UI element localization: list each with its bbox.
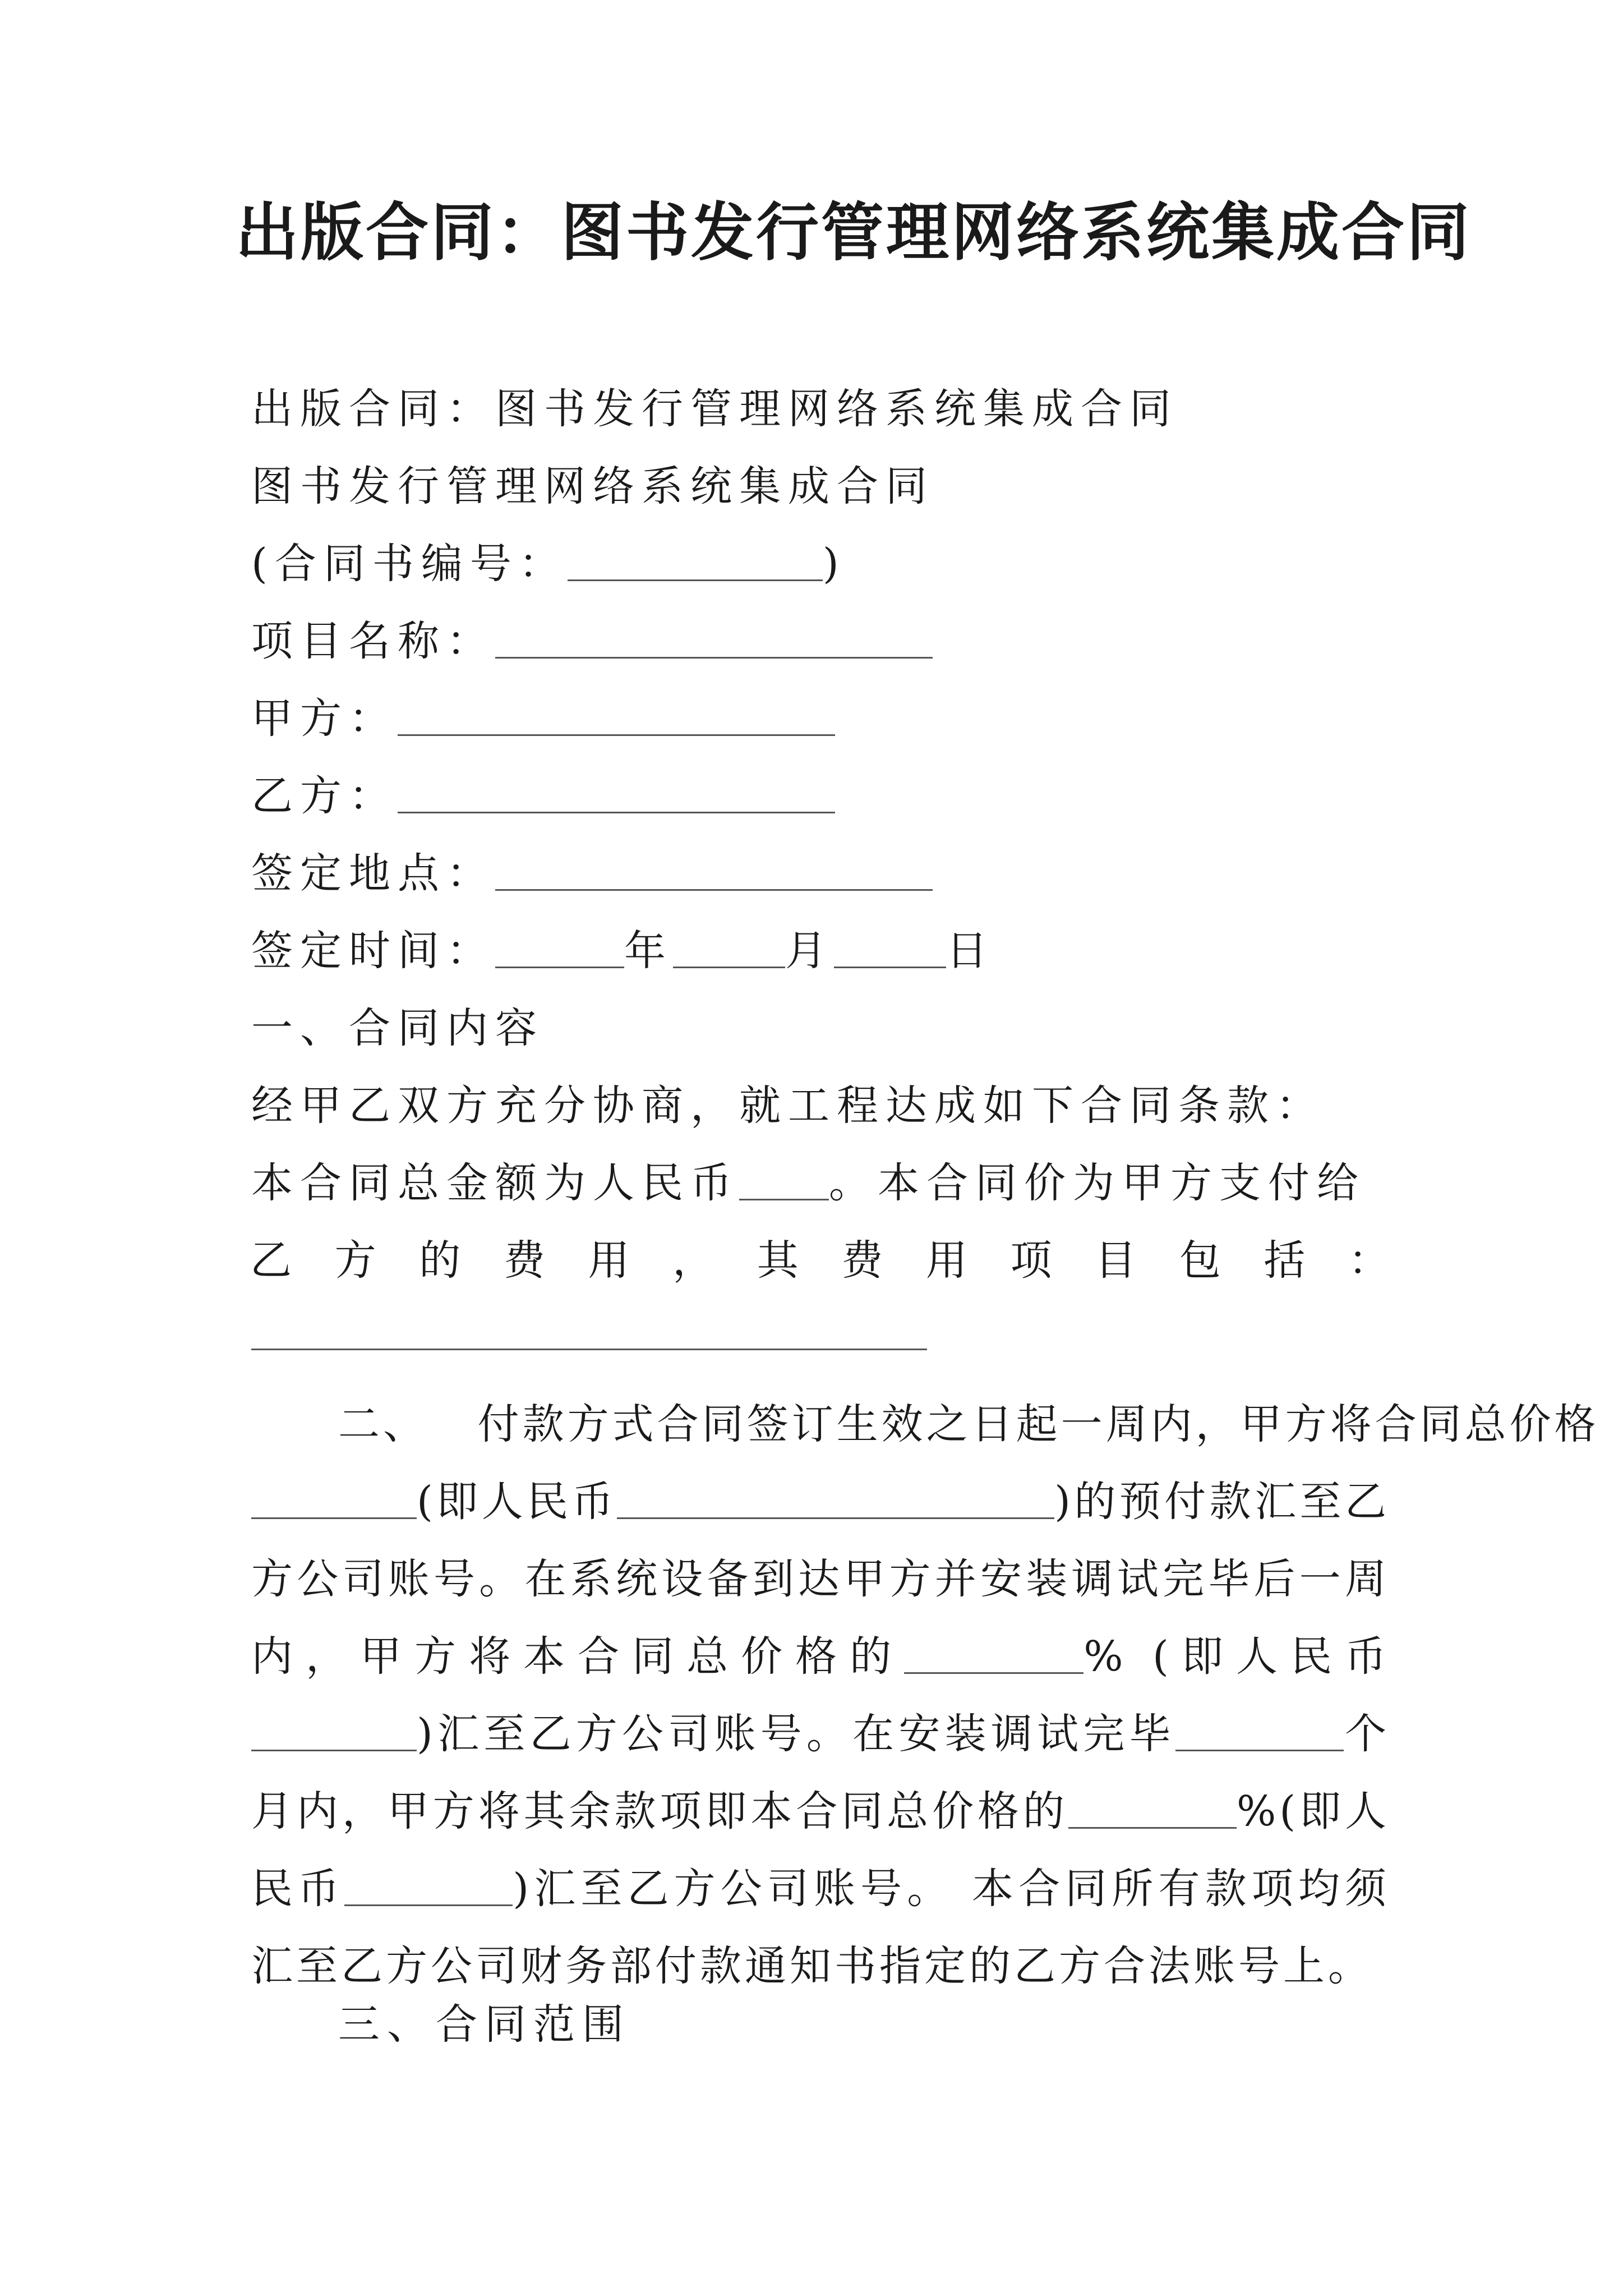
fee-items-block xyxy=(251,1222,1390,1377)
fee-items-blank-row xyxy=(251,1299,1390,1377)
party-a-label: 甲方： xyxy=(251,694,398,743)
signing-place-line xyxy=(251,835,1390,912)
signing-date-label: 签定时间： xyxy=(251,927,495,975)
percent-blank-2 xyxy=(1068,1788,1237,1829)
payment-terms-text-g: %(即人民币 xyxy=(251,1787,1390,1913)
month-blank xyxy=(673,927,785,968)
document-title: 出版合同：图书发行管理网络系统集成合同 xyxy=(236,196,1472,269)
project-name-line xyxy=(251,602,1390,680)
payment-terms-text-d: % (即人民币 xyxy=(1083,1632,1390,1681)
day-label: 日 xyxy=(946,927,995,975)
document-body xyxy=(251,370,1390,1222)
month-label: 月 xyxy=(785,927,834,975)
rmb-amount-blank-3 xyxy=(344,1865,513,1906)
total-price-blank xyxy=(251,1478,417,1519)
payment-terms-text-c: )的预付款汇至乙方公司账号。在系统设备到达甲方并安装调试完毕后一周内，甲方将本合同总价格的 xyxy=(251,1478,1390,1681)
total-amount-text-a: 本合同总金额为人民币 xyxy=(251,1159,739,1207)
party-a-blank xyxy=(398,695,835,736)
payment-terms-text-f: 个月内，甲方将其余款项即本合同总价格的 xyxy=(251,1710,1390,1835)
contract-number-blank xyxy=(568,540,823,581)
project-name-label: 项目名称： xyxy=(251,617,495,665)
total-amount-line xyxy=(251,1144,1390,1222)
rmb-amount-blank-1 xyxy=(617,1478,1054,1519)
agreement-intro-line: 经甲乙双方充分协商，就工程达成如下合同条款： xyxy=(251,1082,1325,1130)
percent-blank-1 xyxy=(904,1633,1083,1674)
payment-terms-paragraph xyxy=(251,1386,1599,2005)
signing-date-line xyxy=(251,912,1390,990)
party-b-line xyxy=(251,757,1390,835)
party-b-label: 乙方： xyxy=(251,772,398,820)
day-blank xyxy=(834,927,946,968)
year-label: 年 xyxy=(624,927,673,975)
party-a-line xyxy=(251,680,1390,757)
months-blank xyxy=(1175,1710,1344,1751)
section-1-heading: 一、合同内容 xyxy=(251,1004,544,1052)
payment-terms-text-h: )汇至乙方公司账号。 本合同所有款项均须汇至乙方公司财务部付款通知书指定的乙方合法账号上。 xyxy=(251,1865,1390,1990)
fee-items-line: 乙 方 的 费 用 ， 其 费 用 项 目 包 括 ： xyxy=(250,1236,1390,1285)
fee-items-blank xyxy=(251,1309,927,1350)
party-b-blank xyxy=(398,772,835,813)
contract-number-close: ) xyxy=(822,540,846,588)
project-name-blank xyxy=(495,618,933,659)
total-amount-text-b: 。本合同价为甲方支付给 xyxy=(829,1159,1366,1207)
payment-terms-text-e: )汇至乙方公司账号。在安装调试完毕 xyxy=(417,1710,1175,1758)
payment-terms-text-a: 二、 付款方式合同签订生效之日起一周内，甲方将合同总价格 xyxy=(338,1400,1599,1448)
contract-name-line: 图书发行管理网络系统集成合同 xyxy=(251,462,934,510)
signing-place-blank xyxy=(495,850,933,891)
year-blank xyxy=(495,927,624,968)
signing-place-label: 签定地点： xyxy=(251,849,495,898)
contract-number-line xyxy=(251,525,1390,602)
subtitle-line: 出版合同：图书发行管理网络系统集成合同 xyxy=(251,385,1178,433)
rmb-amount-blank-2 xyxy=(251,1710,417,1751)
contract-number-label: (合同书编号： xyxy=(251,540,568,588)
total-amount-blank xyxy=(739,1159,829,1200)
payment-terms-text-b: (即人民币 xyxy=(417,1478,617,1526)
section-3-heading: 三、合同范围 xyxy=(338,2000,631,2049)
